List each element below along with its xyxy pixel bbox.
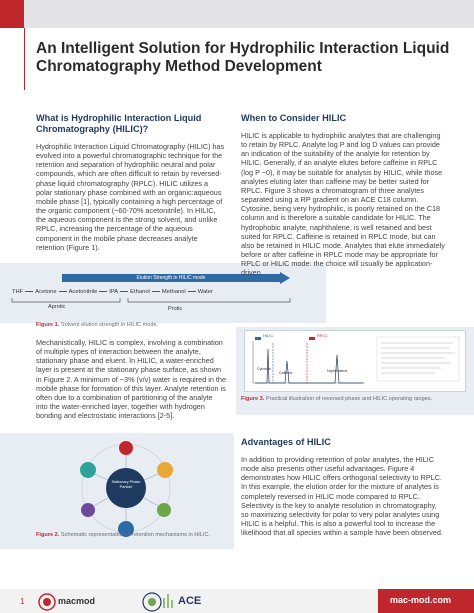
solvent-label: THF (12, 288, 24, 295)
footer-url-link[interactable]: mac-mod.com (390, 595, 452, 605)
rplc-range-tag: RPLC (317, 333, 328, 338)
paragraph-when: HILIC is applicable to hydrophilic analytes that are challenging to retain by RPLC. Analyte log P and log D values can provide an indication of the suitability of the analyte for retention by HILIC. Generally, if an analyte elutes before caffeine in RPLC (log P ~0), it may be suitable for analysis by HILIC, while those analytes eluting later than caffeine may be better suited for RPLC. Figure 3 shows a chromatogram of three analytes separated using a RP gradient on an ACE C18 column. Cytosine, being very hydrophilic, is poorly retained on the C18 column and is therefore a suitable candidate for HILIC. The hydrophobic analyte, naphthalene, is well retained and best suited for RPLC. Caffeine is retained in RPLC mode, but can also be retained in HILIC mode. Analytes that elute immediately before or after caffeine in RPLC mode may be appropriate for RPLC or HILIC mode: the choice will usually be application-driven. (241, 131, 445, 278)
peak-label-naphthalene: Naphthalene (327, 369, 348, 373)
ace-logo-icon (142, 592, 176, 612)
stationary-phase-label: Stationary Phase Particle (111, 480, 141, 489)
page-number: 1 (20, 597, 25, 606)
title-rule (24, 28, 25, 90)
figure-1-caption (36, 322, 236, 329)
caption-number: Figure 1. (36, 322, 60, 328)
header-red-block (0, 0, 24, 28)
page-title: An Intelligent Solution for Hydrophilic Interaction Liquid Chromatography Method Development (36, 40, 450, 75)
peak-label-caffeine: Caffeine (279, 371, 293, 375)
figure-3-caption (241, 396, 441, 403)
section-advantages (241, 437, 445, 537)
figure-2-caption (36, 532, 246, 539)
solvent-label: Acetone (35, 288, 57, 295)
caption-text: Solvent elution strength in HILIC mode. (60, 322, 159, 328)
caption-text: Schematic representation of retention mechanisms in HILIC. (60, 532, 211, 538)
header-band (0, 0, 474, 28)
section-heading-when: When to Consider HILIC (241, 113, 347, 123)
macmod-logo-icon (38, 593, 56, 611)
chromatogram (244, 330, 466, 392)
solvent-label: Water (197, 288, 213, 295)
paragraph-what: Hydrophilic Interaction Liquid Chromatography (HILIC) has evolved into a powerful chromatographic technique for the retention and separation of hydrophilic neutral and polar compounds, which are often difficult to retain by reversed-phase liquid chromatography (RPLC). HILIC utilizes a polar stationary phase combined with an organic:aqueous mobile phase [1], typically containing a high percentage of the organic component (~60-70% acetonitrile). In HILIC, the aqueous component is the strong solvent, and unlike RPLC, increasing the percentage of the aqueous component in the mobile phase decreases analyte retention (Figure 1). (36, 142, 225, 252)
elution-strength-bar: Elution Strength in HILIC mode (62, 274, 280, 282)
section-what-is-hilic (36, 113, 226, 252)
page-footer (0, 583, 474, 613)
brand-ace: ACE (178, 595, 202, 607)
peak-label-cytosine: Cytosine (257, 367, 271, 371)
brand-macmod: macmod (58, 596, 96, 606)
solvent-label: IPA (109, 288, 119, 295)
caption-text: Practical illustration of reversed phase and HILIC operating ranges. (265, 396, 433, 402)
section-mechanism (36, 338, 226, 420)
section-when-to-consider (241, 113, 445, 278)
solvent-label: Ethanol (130, 288, 150, 295)
aprotic-label: Aprotic (48, 304, 66, 310)
solvent-label: Acetonitrile (68, 288, 98, 295)
protic-label: Protic (168, 306, 183, 312)
chromatogram-plot (245, 331, 465, 391)
caption-number: Figure 2. (36, 532, 60, 538)
paragraph-advantages: In addition to providing retention of polar analytes, the HILIC mode also presents other useful advantages. Figure 4 demonstrates how HILIC offers orthogonal selectivity to RPLC. In this example, the elution order for the mixture of analytes is completely reversed in HILIC mode compared to RPLC. Selectivity is the key to analyte resolution in chromatography, so maximizing selectivity for polar to very polar analytes using HILIC is a helpful. This is also a powerful tool to increase the likelihood that all species within a sample have been observed. (241, 455, 443, 538)
section-heading-what: What is Hydrophilic Interaction Liquid Chromatography (HILIC)? (36, 113, 202, 134)
caption-number: Figure 3. (241, 396, 265, 402)
hilic-range-tag: HILIC (263, 333, 274, 338)
section-heading-advantages: Advantages of HILIC (241, 437, 331, 447)
paragraph-mechanism: Mechanistically, HILIC is complex, involving a combination of multiple types of interaction between the analyte, stationary phase and eluent. In HILIC, a water-enriched layer is present at the stationary phase surface, as shown in Figure 2. A minimum of ~3% (v/v) water is required in the mobile phase for formation of this layer. Analyte retention is often due to a combination of partitioning of the analyte into the water-enriched layer, together with hydrogen bonding and electrostatic interactions [2-5]. (36, 338, 226, 421)
solvent-label: Methanol (161, 288, 186, 295)
